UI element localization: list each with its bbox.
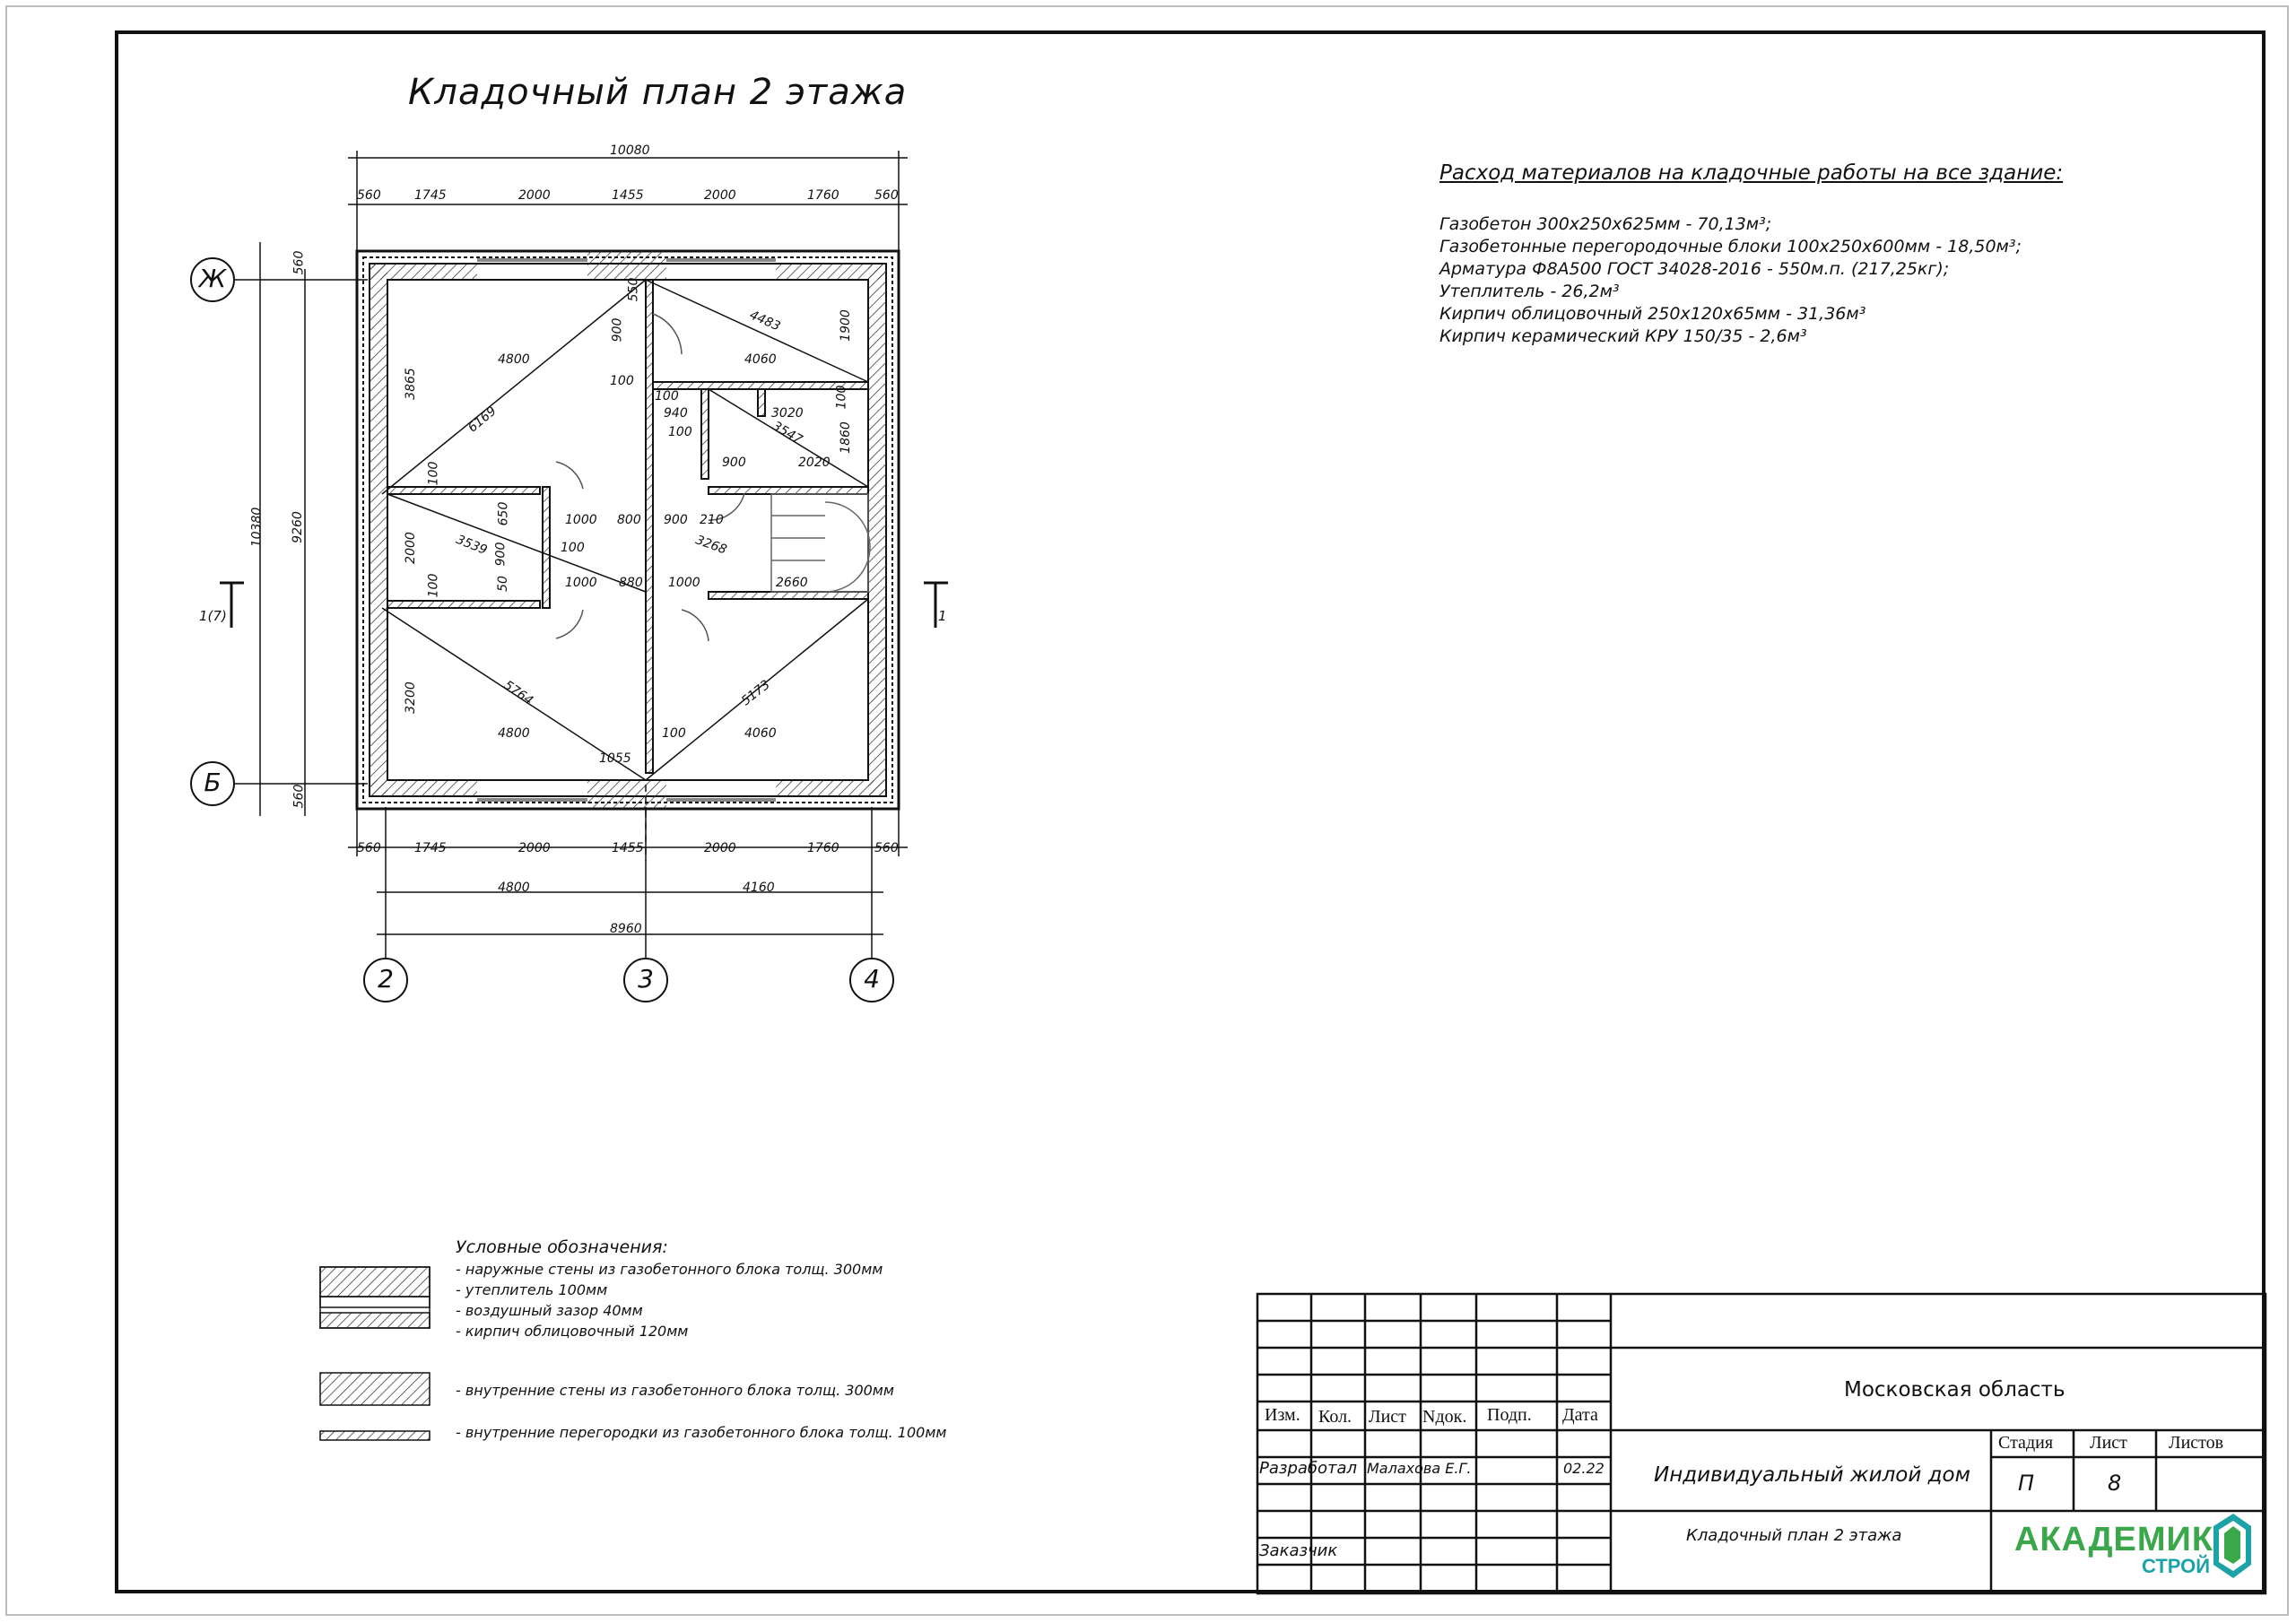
dim-room-10: 940 (664, 406, 688, 421)
dim-top-total: 10080 (610, 143, 650, 158)
tb-header-ndok: Nдок. (1422, 1407, 1467, 1427)
dim-room-2: 550 (626, 277, 641, 302)
dim-bottom-mid-1: 4160 (743, 881, 775, 895)
tb-project: Индивидуальный жилой дом (1654, 1463, 1970, 1487)
dim-room-21: 800 (617, 513, 641, 527)
dim-room-24: 3268 (693, 533, 729, 558)
dim-top-5: 1760 (807, 188, 839, 203)
tb-customer-label: Заказчик (1259, 1541, 1338, 1560)
axis-label-col-4: 4 (864, 964, 880, 994)
dim-room-8: 100 (610, 374, 634, 388)
materials-item: Газобетонные перегородочные блоки 100х250х600мм - 18,50м³; (1439, 237, 2022, 256)
axis-label-col-2: 2 (378, 964, 394, 994)
dim-room-37: 5173 (738, 677, 773, 709)
dim-room-23: 210 (700, 513, 724, 527)
dim-room-11: 3020 (771, 406, 804, 421)
materials-item: Арматура Ф8А500 ГОСТ 34028-2016 - 550м.п. (217,25кг); (1439, 259, 1950, 279)
tb-developer: Малахова Е.Г. (1367, 1460, 1472, 1477)
dim-left-total: 10380 (249, 507, 265, 548)
materials-item: Газобетон 300х250х625мм - 70,13м³; (1439, 214, 1772, 234)
tb-header-izm: Изм. (1265, 1405, 1300, 1425)
plan-title: Кладочный план 2 этажа (408, 72, 908, 113)
axis-label-row-zh: Ж (198, 264, 227, 293)
dim-room-4: 4800 (498, 352, 530, 367)
dim-room-31: 1000 (565, 576, 597, 590)
legend-partition: - внутренние перегородки из газобетонного блока толщ. 100мм (456, 1424, 947, 1441)
tb-sheet-label: Лист (2090, 1433, 2127, 1453)
diagonal-measures (382, 277, 868, 780)
dim-room-35: 3200 (403, 681, 418, 714)
legend-outer-wall-3: - воздушный зазор 40мм (456, 1302, 643, 1319)
dim-room-26: 3539 (454, 532, 490, 559)
axis-label-row-b: Б (204, 768, 222, 797)
dim-top-3: 1455 (612, 188, 644, 203)
tb-sheet-name: Кладочный план 2 этажа (1686, 1526, 1902, 1545)
dim-room-30: 50 (495, 576, 510, 592)
dim-room-1: 1900 (838, 309, 853, 342)
dim-room-20: 1000 (565, 513, 597, 527)
dim-room-17: 2020 (798, 456, 831, 470)
legend-swatches (320, 1267, 430, 1440)
outer-walls (357, 251, 899, 809)
axis-bubbles (191, 258, 893, 1002)
tb-stage: П (2018, 1471, 2035, 1496)
dim-left-inner: 9260 (290, 511, 305, 543)
dim-bottom-total: 8960 (610, 922, 642, 936)
dim-room-18: 100 (834, 385, 849, 410)
logo-house-icon (2213, 1514, 2251, 1578)
dim-bottom-0: 560 (357, 841, 381, 855)
dim-room-9: 100 (655, 389, 679, 404)
dim-top-0: 560 (357, 188, 381, 203)
dim-bottom-mid-0: 4800 (498, 881, 530, 895)
materials-title: Расход материалов на кладочные работы на все здание: (1439, 161, 2064, 185)
dim-bottom-4: 2000 (704, 841, 736, 855)
dim-room-25: 2000 (403, 532, 418, 564)
dim-room-41: 1055 (599, 751, 631, 766)
dim-room-14: 3547 (770, 419, 805, 447)
tb-header-list: Лист (1369, 1407, 1406, 1427)
section-label-left: 1(7) (199, 608, 227, 624)
logo-main-text: АКАДЕМИК (2014, 1521, 2214, 1558)
dim-left-small-1: 560 (291, 784, 307, 809)
dim-room-19: 650 (496, 501, 511, 526)
logo-sub-text: СТРОЙ (2142, 1555, 2211, 1577)
dim-room-32: 880 (619, 576, 643, 590)
tb-sheets-label: Листов (2169, 1433, 2224, 1453)
legend-outer-wall-4: - кирпич облицовочный 120мм (456, 1323, 689, 1340)
dim-room-15: 100 (426, 461, 441, 486)
legend-title: Условные обозначения: (456, 1237, 668, 1257)
dim-room-29: 2660 (776, 576, 808, 590)
dim-room-33: 1000 (668, 576, 700, 590)
axis-label-col-3: 3 (638, 964, 654, 994)
tb-developed-label: Разработал (1259, 1459, 1358, 1478)
dim-room-6: 3865 (403, 368, 418, 400)
tb-stage-label: Стадия (1998, 1433, 2054, 1453)
materials-item: Кирпич керамический КРУ 150/35 - 2,6м³ (1439, 326, 1807, 346)
tb-region: Московская область (1844, 1378, 2066, 1402)
tb-date: 02.22 (1563, 1460, 1605, 1477)
dim-room-5: 4060 (744, 352, 777, 367)
dim-bottom-6: 560 (874, 841, 899, 855)
dim-bottom-1: 1745 (414, 841, 447, 855)
dim-top-4: 2000 (704, 188, 736, 203)
dim-room-39: 100 (662, 726, 686, 741)
dim-room-0: 4483 (747, 308, 783, 334)
dim-room-22: 900 (664, 513, 688, 527)
dim-top-6: 560 (874, 188, 899, 203)
dim-top-2: 2000 (518, 188, 551, 203)
tb-header-podp: Подп. (1487, 1405, 1532, 1425)
dim-bottom-3: 1455 (612, 841, 644, 855)
dim-room-16: 900 (722, 456, 746, 470)
dim-room-27: 900 (493, 542, 509, 567)
dim-room-7: 6169 (465, 404, 500, 436)
tb-sheet: 8 (2108, 1471, 2122, 1496)
dim-room-28: 100 (561, 541, 585, 555)
materials-item: Кирпич облицовочный 250х120х65мм - 31,36м³ (1439, 304, 1866, 324)
dim-top-1: 1745 (414, 188, 447, 203)
tb-header-data: Дата (1562, 1405, 1598, 1425)
dim-room-36: 5764 (500, 678, 536, 708)
section-label-right: 1 (938, 608, 947, 624)
dim-bottom-5: 1760 (807, 841, 839, 855)
dim-room-3: 900 (610, 317, 625, 343)
materials-item: Утеплитель - 26,2м³ (1439, 282, 1620, 301)
dim-room-40: 4060 (744, 726, 777, 741)
dim-bottom-2: 2000 (518, 841, 551, 855)
legend-outer-wall-2: - утеплитель 100мм (456, 1281, 608, 1298)
dim-left-small-0: 560 (291, 250, 307, 275)
legend-outer-wall-1: - наружные стены из газобетонного блока толщ. 300мм (456, 1261, 883, 1278)
dim-room-13: 1860 (838, 421, 853, 454)
legend-inner-wall: - внутренние стены из газобетонного блока толщ. 300мм (456, 1382, 894, 1399)
dim-room-38: 4800 (498, 726, 530, 741)
dim-room-12: 100 (668, 425, 692, 439)
tb-header-kol: Кол. (1318, 1407, 1352, 1427)
materials-list (1439, 213, 2022, 348)
dim-room-34: 100 (426, 573, 441, 598)
